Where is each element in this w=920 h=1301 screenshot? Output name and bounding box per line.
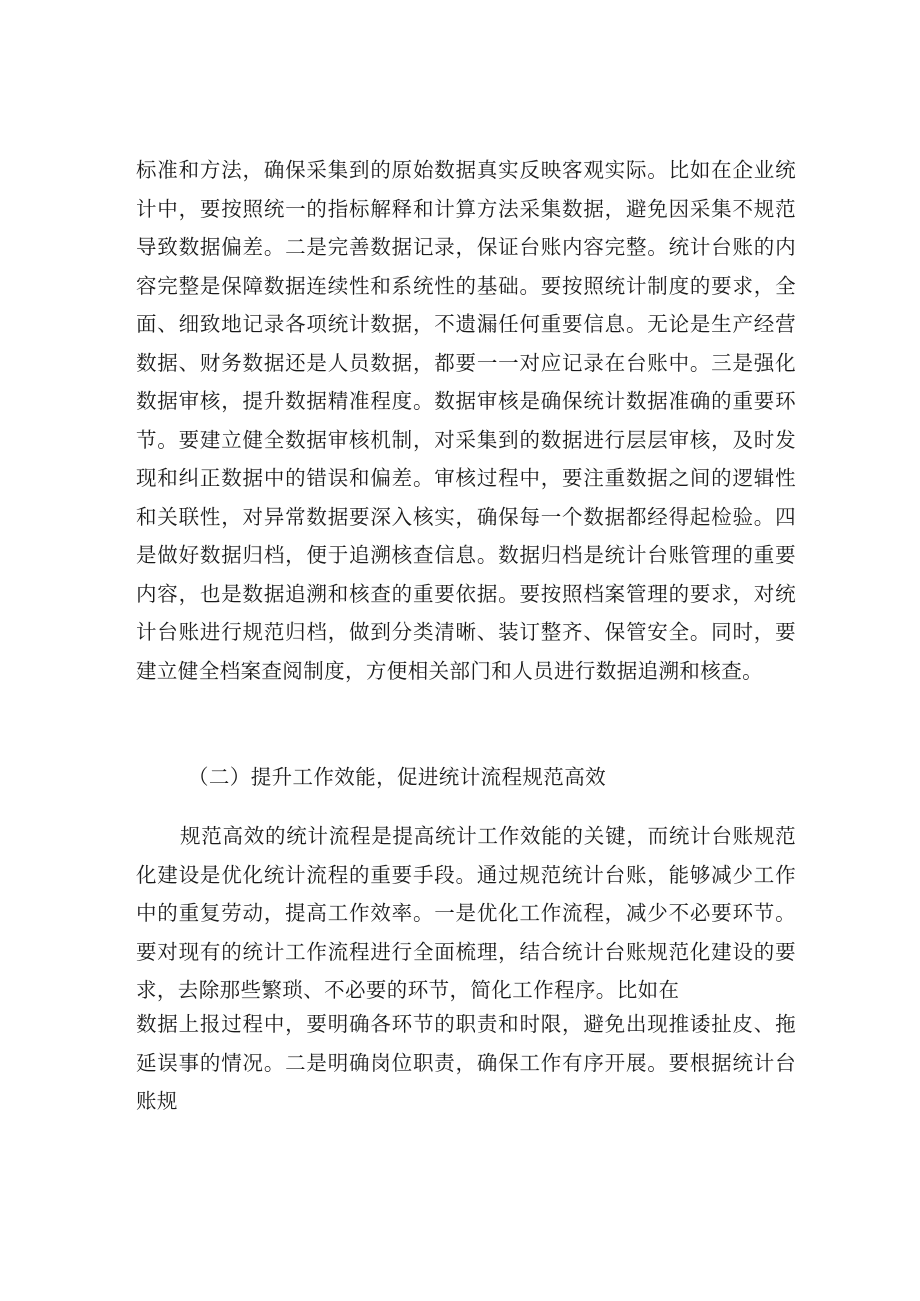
- body-paragraph-data-quality: 标准和方法，确保采集到的原始数据真实反映客观实际。比如在企业统计中，要按照统一的指标解释和计算方法采集数据，避免因采集不规范导致数据偏差。二是完善数据记录，保证台账内容完整。统计台账的内容完整是保障数据连续性和系统性的基础。要按照统计制度的要求，全面、细致地记录各项统计数据，不遗漏任何重要信息。无论是生产经营数据、财务数据还是人员数据，都要一一对应记录在台账中。三是强化数据审核，提升数据精准程度。数据审核是确保统计数据准确的重要环节。要建立健全数据审核机制，对采集到的数据进行层层审核，及时发现和纠正数据中的错误和偏差。审核过程中，要注重数据之间的逻辑性和关联性，对异常数据要深入核实，确保每一个数据都经得起检验。四是做好数据归档，便于追溯核查信息。数据归档是统计台账管理的重要内容，也是数据追溯和核查的重要依据。要按照档案管理的要求，对统计台账进行规范归档，做到分类清晰、装订整齐、保管安全。同时，要建立健全档案查阅制度，方便相关部门和人员进行数据追溯和核查。: [136, 158, 796, 683]
- body-paragraph-continuation: 数据上报过程中，要明确各环节的职责和时限，避免出现推诿扯皮、拖延误事的情况。二是明确岗位职责，确保工作有序开展。要根据统计台账规: [136, 1012, 796, 1113]
- body-paragraph-process-efficiency: 规范高效的统计流程是提高统计工作效能的关键，而统计台账规范化建设是优化统计流程的重要手段。通过规范统计台账，能够减少工作中的重复劳动，提高工作效率。一是优化工作流程，减少不必要环节。要对现有的统计工作流程进行全面梳理，结合统计台账规范化建设的要求，去除那些繁琐、不必要的环节，简化工作程序。比如在: [136, 824, 796, 1002]
- section-heading-work-efficiency: （二）提升工作效能，促进统计流程规范高效: [188, 765, 606, 789]
